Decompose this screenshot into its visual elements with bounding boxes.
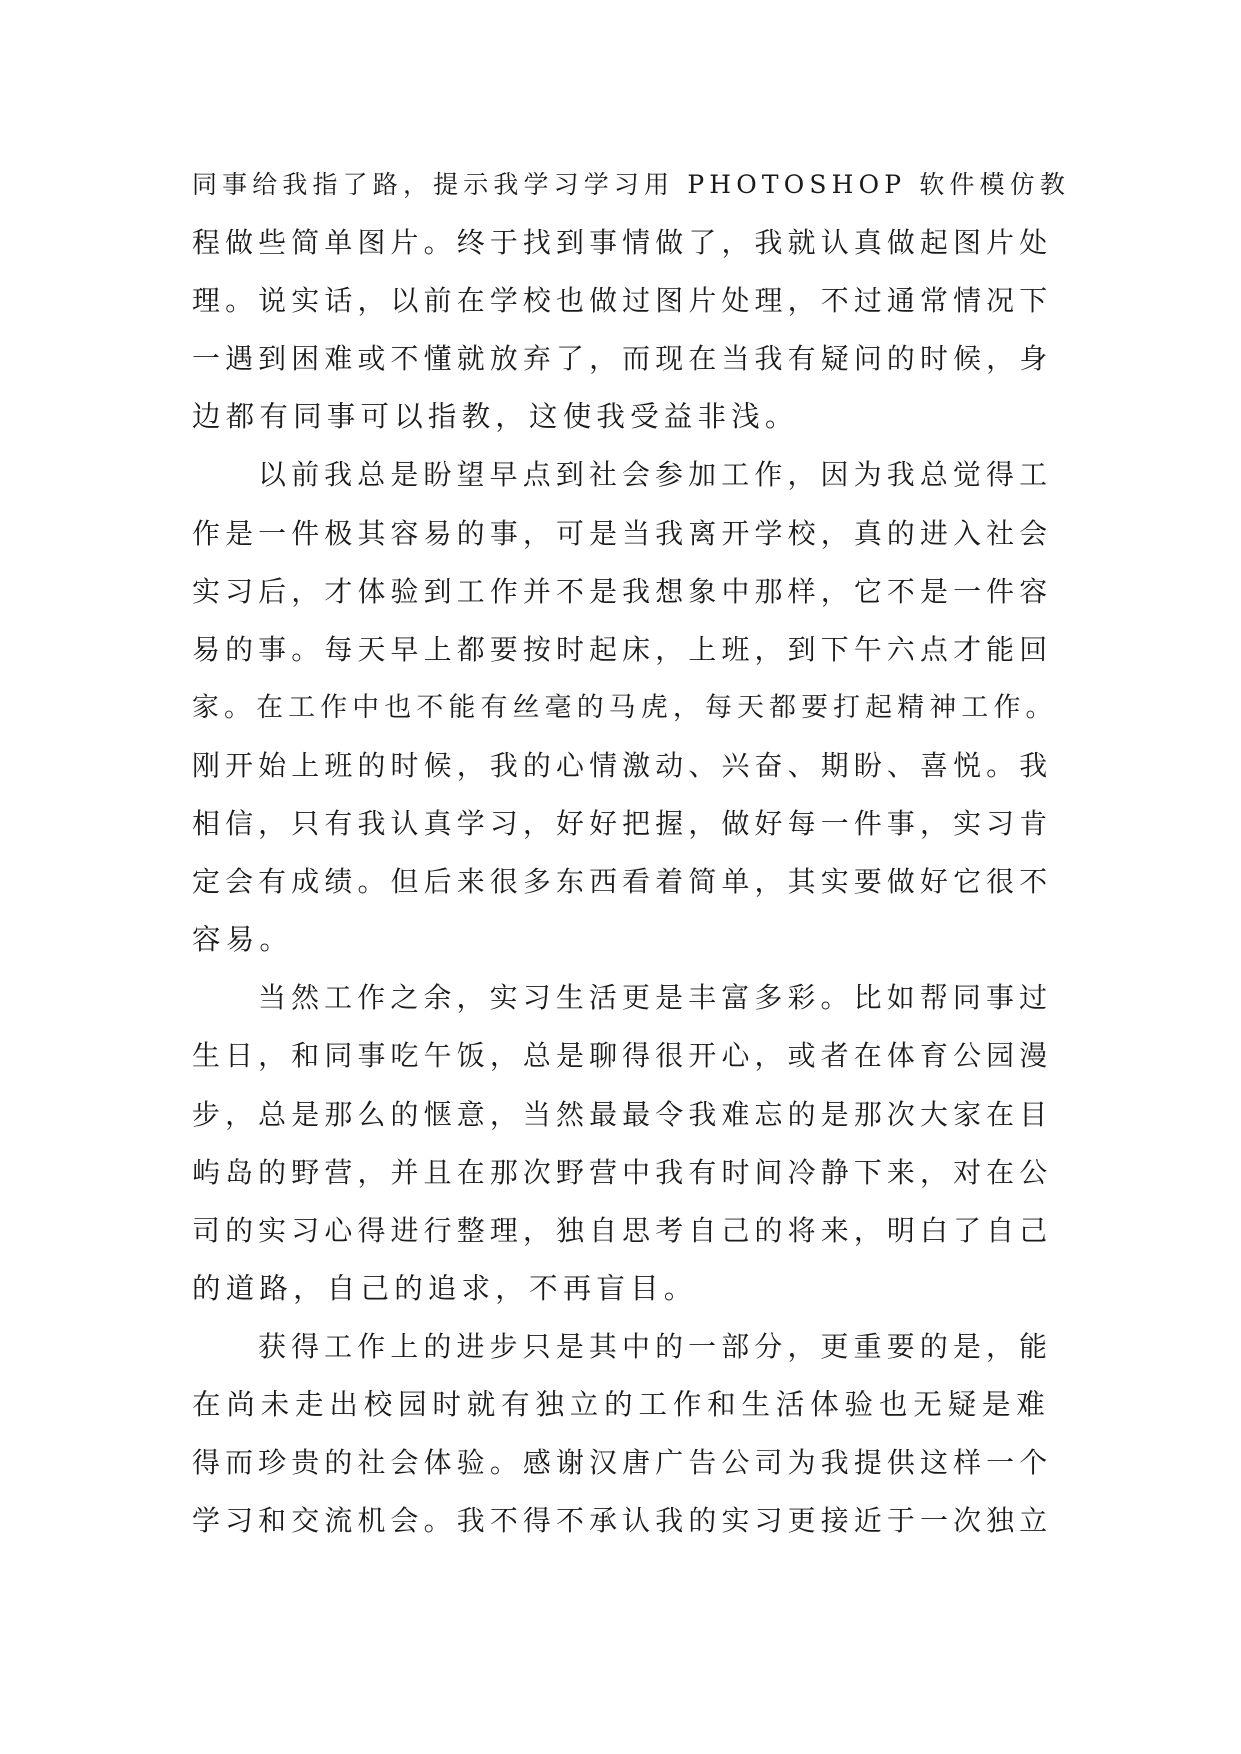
text-line: 相信，只有我认真学习，好好把握，做好每一件事，实习肯 [192,807,1053,841]
paragraph-4 [192,1318,1053,1550]
paragraph-2 [192,446,1058,969]
text-line: 易的事。每天早上都要按时起床，上班，到下午六点才能回 [192,632,1053,666]
text-line: 以前我总是盼望早点到社会参加工作，因为我总觉得工 [258,458,1053,492]
text-line: 边都有同事可以指教，这使我受益非浅。 [192,400,799,434]
text-line: 步，总是那么的惬意，当然最最令我难忘的是那次大家在目 [192,1097,1053,1131]
text-line: 的道路，自己的追求，不再盲目。 [192,1271,698,1305]
paragraph-3 [192,969,1053,1318]
text-line: 得而珍贵的社会体验。感谢汉唐广告公司为我提供这样一个 [192,1446,1053,1480]
text-line: 在尚未走出校园时就有独立的工作和生活体验也无疑是难 [192,1387,1050,1421]
document-body [192,156,1071,1550]
text-line: 实习后，才体验到工作并不是我想象中那样，它不是一件容 [192,574,1053,608]
text-line: 获得工作上的进步只是其中的一部分，更重要的是，能 [258,1329,1053,1363]
text-line: 学习和交流机会。我不得不承认我的实习更接近于一次独立 [192,1504,1053,1538]
text-line: 程做些简单图片。终于找到事情做了，我就认真做起图片处 [192,226,1053,260]
text-line: 家。在工作中也不能有丝毫的马虎，每天都要打起精神工作。 [192,691,1058,723]
text-line: 同事给我指了路，提示我学习学习用 PHOTOSHOP 软件模仿教 [192,170,1071,199]
text-line: 屿岛的野营，并且在那次野营中我有时间冷静下来，对在公 [192,1155,1053,1189]
text-line: 司的实习心得进行整理，独自思考自己的将来，明白了自己 [192,1213,1053,1247]
text-line: 一遇到困难或不懂就放弃了，而现在当我有疑问的时候，身 [192,342,1053,376]
text-line: 容易。 [192,923,294,957]
paragraph-1 [192,156,1071,446]
text-line: 定会有成绩。但后来很多东西看着简单，其实要做好它很不 [192,865,1053,899]
text-line: 当然工作之余，实习生活更是丰富多彩。比如帮同事过 [258,981,1053,1015]
text-line: 刚开始上班的时候，我的心情激动、兴奋、期盼、喜悦。我 [192,748,1053,782]
text-line: 理。说实话，以前在学校也做过图片处理，不过通常情况下 [192,284,1053,318]
text-line: 作是一件极其容易的事，可是当我离开学校，真的进入社会 [192,516,1053,550]
text-line: 生日，和同事吃午饭，总是聊得很开心，或者在体育公园漫 [192,1039,1053,1073]
